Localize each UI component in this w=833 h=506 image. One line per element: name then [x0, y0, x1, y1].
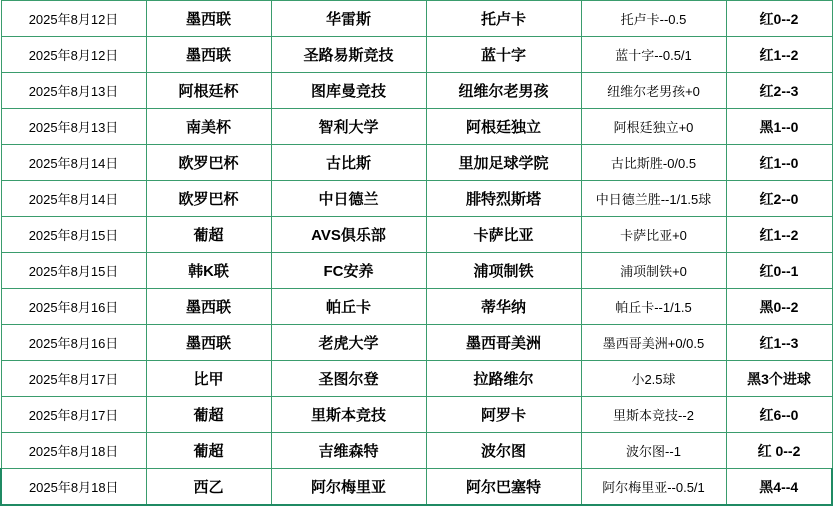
- cell-league: 比甲: [146, 361, 271, 397]
- cell-pick: 阿根廷独立+0: [581, 109, 726, 145]
- cell-date: 2025年8月16日: [1, 289, 146, 325]
- cell-away-team: 阿尔巴塞特: [426, 469, 581, 506]
- cell-league: 欧罗巴杯: [146, 145, 271, 181]
- table-row: [1, 469, 832, 506]
- cell-result: 红1--2: [726, 37, 832, 73]
- cell-result: 黑4--4: [726, 469, 832, 506]
- cell-result: 红0--2: [726, 1, 832, 37]
- cell-home-team: 阿尔梅里亚: [271, 469, 426, 506]
- cell-league: 葡超: [146, 433, 271, 469]
- cell-result: 红1--2: [726, 217, 832, 253]
- cell-home-team: AVS俱乐部: [271, 217, 426, 253]
- cell-league: 韩K联: [146, 253, 271, 289]
- cell-date: 2025年8月13日: [1, 73, 146, 109]
- cell-pick: 浦项制铁+0: [581, 253, 726, 289]
- cell-league: 葡超: [146, 397, 271, 433]
- cell-result: 红2--3: [726, 73, 832, 109]
- cell-result: 红2--0: [726, 181, 832, 217]
- cell-pick: 墨西哥美洲+0/0.5: [581, 325, 726, 361]
- cell-away-team: 阿根廷独立: [426, 109, 581, 145]
- cell-home-team: 智利大学: [271, 109, 426, 145]
- cell-date: 2025年8月18日: [1, 433, 146, 469]
- table-row: [1, 145, 832, 181]
- cell-away-team: 阿罗卡: [426, 397, 581, 433]
- cell-away-team: 拉路维尔: [426, 361, 581, 397]
- cell-pick: 古比斯胜-0/0.5: [581, 145, 726, 181]
- cell-pick: 里斯本竞技--2: [581, 397, 726, 433]
- cell-league: 南美杯: [146, 109, 271, 145]
- cell-date: 2025年8月18日: [1, 469, 146, 506]
- table-row: [1, 253, 832, 289]
- cell-pick: 纽维尔老男孩+0: [581, 73, 726, 109]
- cell-away-team: 腓特烈斯塔: [426, 181, 581, 217]
- cell-date: 2025年8月12日: [1, 37, 146, 73]
- cell-home-team: 吉维森特: [271, 433, 426, 469]
- cell-league: 墨西联: [146, 289, 271, 325]
- cell-away-team: 托卢卡: [426, 1, 581, 37]
- cell-date: 2025年8月17日: [1, 397, 146, 433]
- table-row: [1, 433, 832, 469]
- table-row: [1, 361, 832, 397]
- cell-league: 西乙: [146, 469, 271, 506]
- cell-league: 阿根廷杯: [146, 73, 271, 109]
- cell-pick: 中日德兰胜--1/1.5球: [581, 181, 726, 217]
- cell-date: 2025年8月15日: [1, 253, 146, 289]
- cell-pick: 托卢卡--0.5: [581, 1, 726, 37]
- cell-away-team: 墨西哥美洲: [426, 325, 581, 361]
- table-row: [1, 217, 832, 253]
- cell-date: 2025年8月16日: [1, 325, 146, 361]
- cell-pick: 卡萨比亚+0: [581, 217, 726, 253]
- cell-home-team: 圣图尔登: [271, 361, 426, 397]
- cell-pick: 帕丘卡--1/1.5: [581, 289, 726, 325]
- table-row: [1, 325, 832, 361]
- cell-result: 红 0--2: [726, 433, 832, 469]
- cell-home-team: FC安养: [271, 253, 426, 289]
- cell-away-team: 纽维尔老男孩: [426, 73, 581, 109]
- cell-home-team: 帕丘卡: [271, 289, 426, 325]
- cell-pick: 阿尔梅里亚--0.5/1: [581, 469, 726, 506]
- table-row: [1, 397, 832, 433]
- cell-home-team: 老虎大学: [271, 325, 426, 361]
- cell-result: 黑0--2: [726, 289, 832, 325]
- cell-home-team: 中日德兰: [271, 181, 426, 217]
- cell-away-team: 卡萨比亚: [426, 217, 581, 253]
- table-row: [1, 73, 832, 109]
- cell-date: 2025年8月15日: [1, 217, 146, 253]
- cell-pick: 小2.5球: [581, 361, 726, 397]
- cell-pick: 蓝十字--0.5/1: [581, 37, 726, 73]
- cell-away-team: 蒂华纳: [426, 289, 581, 325]
- cell-away-team: 波尔图: [426, 433, 581, 469]
- cell-home-team: 圣路易斯竞技: [271, 37, 426, 73]
- cell-league: 葡超: [146, 217, 271, 253]
- cell-date: 2025年8月14日: [1, 145, 146, 181]
- table-row: [1, 181, 832, 217]
- cell-league: 欧罗巴杯: [146, 181, 271, 217]
- cell-result: 红1--3: [726, 325, 832, 361]
- cell-home-team: 里斯本竞技: [271, 397, 426, 433]
- cell-league: 墨西联: [146, 325, 271, 361]
- table-row: [1, 109, 832, 145]
- cell-result: 红6--0: [726, 397, 832, 433]
- cell-result: 红1--0: [726, 145, 832, 181]
- cell-result: 红0--1: [726, 253, 832, 289]
- cell-date: 2025年8月17日: [1, 361, 146, 397]
- cell-pick: 波尔图--1: [581, 433, 726, 469]
- table-row: [1, 37, 832, 73]
- cell-home-team: 华雷斯: [271, 1, 426, 37]
- cell-result: 黑3个进球: [726, 361, 832, 397]
- cell-home-team: 图库曼竞技: [271, 73, 426, 109]
- cell-date: 2025年8月12日: [1, 1, 146, 37]
- cell-league: 墨西联: [146, 1, 271, 37]
- table-body: [1, 1, 832, 506]
- cell-away-team: 里加足球学院: [426, 145, 581, 181]
- cell-away-team: 蓝十字: [426, 37, 581, 73]
- cell-date: 2025年8月14日: [1, 181, 146, 217]
- cell-away-team: 浦项制铁: [426, 253, 581, 289]
- cell-date: 2025年8月13日: [1, 109, 146, 145]
- cell-home-team: 古比斯: [271, 145, 426, 181]
- cell-result: 黑1--0: [726, 109, 832, 145]
- table-row: [1, 1, 832, 37]
- table-row: [1, 289, 832, 325]
- cell-league: 墨西联: [146, 37, 271, 73]
